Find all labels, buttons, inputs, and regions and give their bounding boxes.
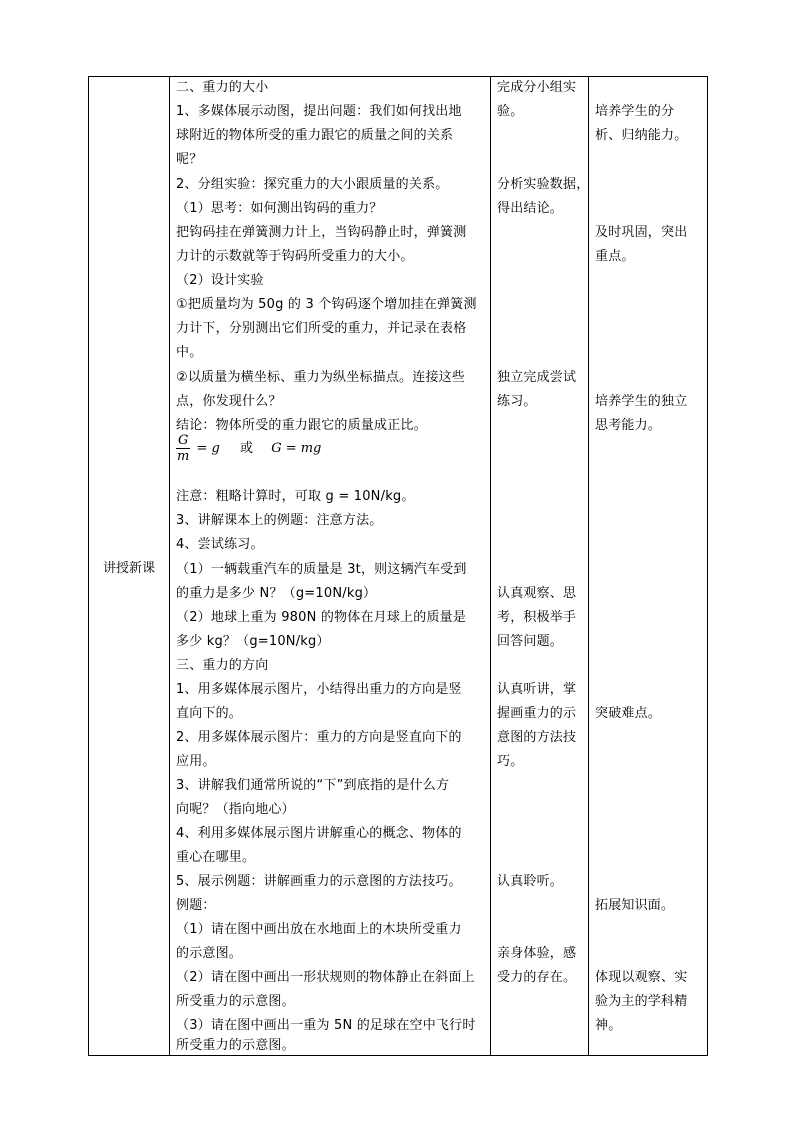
content-line: 结论：物体所受的重力跟它的质量成正比。 xyxy=(176,418,427,433)
content-line: （1）一辆载重汽车的质量是 3t，则这辆汽车受到 xyxy=(176,562,467,577)
content-line: 例题： xyxy=(176,898,216,913)
content-line: 1、多媒体展示动图，提出问题：我们如何找出地 xyxy=(176,104,462,119)
content-line: 注意：粗略计算时，可取 g = 10N/kg。 xyxy=(176,489,415,504)
stage-cell xyxy=(89,77,170,1056)
content-line: 重心在哪里。 xyxy=(176,850,256,865)
content-line: 向呢？（指向地心） xyxy=(176,802,295,817)
aim-line: 析、归纳能力。 xyxy=(595,128,688,143)
content-line: 3、讲解课本上的例题：注意方法。 xyxy=(176,513,383,528)
content-line: 中。 xyxy=(176,345,203,360)
lesson-plan-table xyxy=(88,76,708,1056)
activity-line: 握画重力的示 xyxy=(497,706,577,721)
aim-line: 及时巩固，突出 xyxy=(595,225,688,240)
content-line: 直向下的。 xyxy=(176,706,243,721)
content-line: 二、重力的大小 xyxy=(176,80,269,95)
content-line: （1）请在图中画出放在水地面上的木块所受重力 xyxy=(176,922,462,937)
stage-label: 讲授新课 xyxy=(102,560,155,576)
fraction-denominator: m xyxy=(177,449,190,464)
activity-line: 巧。 xyxy=(497,754,524,769)
formula-rhs: = g xyxy=(196,441,220,456)
content-line: 力计下，分别测出它们所受的重力，并记录在表格 xyxy=(176,321,467,336)
teaching-content-cell xyxy=(170,77,491,1056)
content-line: 多少 kg？（g=10N/kg） xyxy=(176,634,330,649)
activity-line: 回答问题。 xyxy=(497,634,564,649)
content-line: 点，你发现什么？ xyxy=(176,394,282,409)
content-line: （2）地球上重为 980N 的物体在月球上的质量是 xyxy=(176,610,467,625)
activity-line: 意图的方法技 xyxy=(497,730,577,745)
content-line: （3）请在图中画出一重为 5N 的足球在空中飞行时 xyxy=(176,1018,476,1033)
aim-line: 培养学生的独立 xyxy=(595,394,688,409)
content-line: 所受重力的示意图。 xyxy=(176,1038,295,1053)
content-line: （1）思考：如何测出钩码的重力？ xyxy=(176,201,383,216)
aim-line: 培养学生的分 xyxy=(595,104,675,119)
aim-line: 拓展知识面。 xyxy=(595,898,675,913)
activity-line: 考，积极举手 xyxy=(497,610,577,625)
activity-line: 独立完成尝试 xyxy=(497,370,577,385)
student-activity-cell xyxy=(491,77,589,1056)
content-line: （2）设计实验 xyxy=(176,273,264,288)
content-line: （2）请在图中画出一形状规则的物体静止在斜面上 xyxy=(176,970,475,985)
content-line: 2、用多媒体展示图片：重力的方向是竖直向下的 xyxy=(176,730,462,745)
content-line: 球附近的物体所受的重力跟它的质量之间的关系 xyxy=(176,128,454,143)
content-line: 三、重力的方向 xyxy=(176,658,269,673)
activity-line: 亲身体验，感 xyxy=(497,946,577,961)
content-line: ①把质量均为 50g 的 3 个钩码逐个增加挂在弹簧测 xyxy=(176,297,477,312)
content-line: 1、用多媒体展示图片，小结得出重力的方向是竖 xyxy=(176,682,462,697)
content-line: 呢？ xyxy=(176,152,203,167)
content-line: 把钩码挂在弹簧测力计上，当钩码静止时，弹簧测 xyxy=(176,225,467,240)
content-line: 2、分组实验：探究重力的大小跟质量的关系。 xyxy=(176,177,449,192)
content-line: 的重力是多少 N？（g=10N/kg） xyxy=(176,586,377,601)
content-line: 的示意图。 xyxy=(176,946,243,961)
activity-line: 验。 xyxy=(497,104,524,119)
aim-line: 思考能力。 xyxy=(595,418,662,433)
activity-line: 认真观察、思 xyxy=(497,586,577,601)
aim-line: 体现以观察、实 xyxy=(595,970,688,985)
activity-line: 分析实验数据， xyxy=(497,177,590,192)
content-line: 4、利用多媒体展示图片讲解重心的概念、物体的 xyxy=(176,826,462,841)
content-line: 4、尝试练习。 xyxy=(176,537,264,552)
content-line: 应用。 xyxy=(176,754,216,769)
aim-line: 神。 xyxy=(595,1018,622,1033)
activity-line: 完成分小组实 xyxy=(497,80,577,95)
design-intent-cell xyxy=(589,77,708,1056)
content-line: 5、展示例题：讲解画重力的示意图的方法技巧。 xyxy=(176,874,462,889)
activity-line: 认真聆听。 xyxy=(497,874,564,889)
aim-line: 验为主的学科精 xyxy=(595,994,688,1009)
aim-line: 突破难点。 xyxy=(595,706,662,721)
aim-line: 重点。 xyxy=(595,249,635,264)
activity-line: 练习。 xyxy=(497,394,537,409)
activity-line: 认真听讲，掌 xyxy=(497,682,577,697)
activity-line: 受力的存在。 xyxy=(497,970,577,985)
content-line: 3、讲解我们通常所说的“下”到底指的是什么方 xyxy=(176,778,450,793)
content-line: ②以质量为横坐标、重力为纵坐标描点。连接这些 xyxy=(176,370,466,385)
content-line: 所受重力的示意图。 xyxy=(176,994,295,1009)
activity-line: 得出结论。 xyxy=(497,201,564,216)
formula-eq2: G = mg xyxy=(271,441,322,456)
content-line: 力计的示数就等于钩码所受重力的大小。 xyxy=(176,249,414,264)
fraction xyxy=(176,433,190,464)
formula xyxy=(176,433,321,464)
fraction-numerator: G xyxy=(178,433,189,448)
formula-or: 或 xyxy=(240,441,254,456)
